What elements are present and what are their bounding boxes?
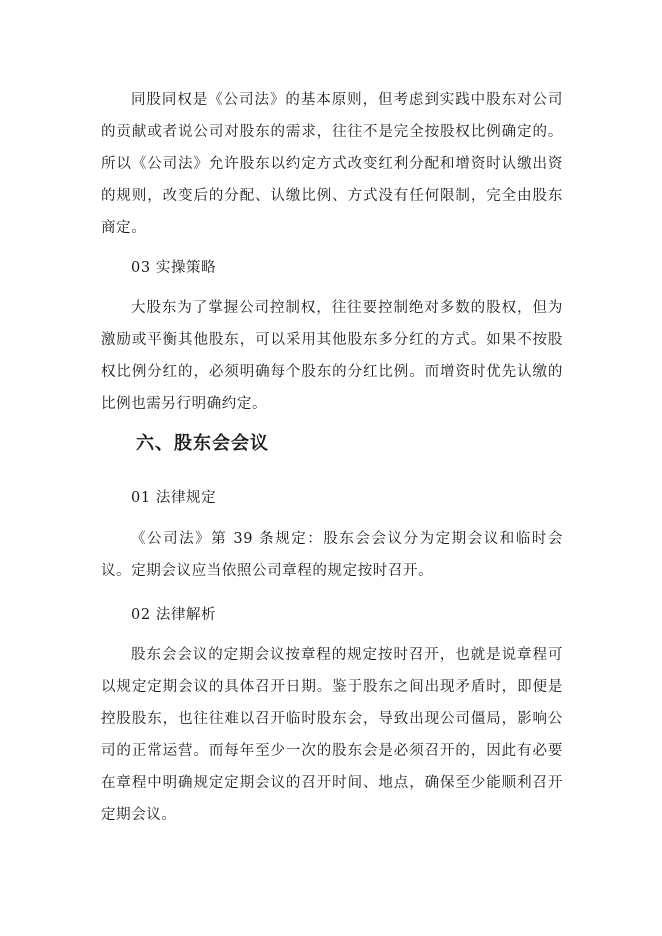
analysis-paragraph: 股东会会议的定期会议按章程的规定按时召开，也就是说章程可以规定定期会议的具体召开日期。鉴于股东之间出现矛盾时，即便是控股股东，也往往难以召开临时股东会，导致出现公司僵局，影响公司的正常运营。而每年至少一次的股东会是必须召开的，因此有必要在章程中明确规定定期会议的召开时间、地点，确保至少能顺利召开定期会议。 (101, 647, 563, 823)
strategy-paragraph: 大股东为了掌握公司控制权，往往要控制绝对多数的股权，但为激励或平衡其他股东，可以采用其他股东多分红的方式。如果不按股权比例分红的，必须明确每个股东的分红比例。而增资时优先认缴的比例也需另行明确约定。 (101, 300, 563, 412)
subheading-analysis: 02 法律解析 (131, 607, 217, 623)
subheading-law: 01 法律规定 (131, 490, 217, 506)
section-title: 六、股东会会议 (136, 433, 269, 454)
law-paragraph: 《公司法》第 39 条规定：股东会会议分为定期会议和临时会议。定期会议应当依照公司章程的规定按时召开。 (101, 531, 563, 579)
subheading-strategy: 03 实操策略 (131, 260, 217, 276)
intro-paragraph: 同股同权是《公司法》的基本原则，但考虑到实践中股东对公司的贡献或者说公司对股东的需求，往往不是完全按股权比例确定的。所以《公司法》允许股东以约定方式改变红利分配和增资时认缴出资的规则，改变后的分配、认缴比例、方式没有任何限制，完全由股东商定。 (101, 92, 563, 236)
